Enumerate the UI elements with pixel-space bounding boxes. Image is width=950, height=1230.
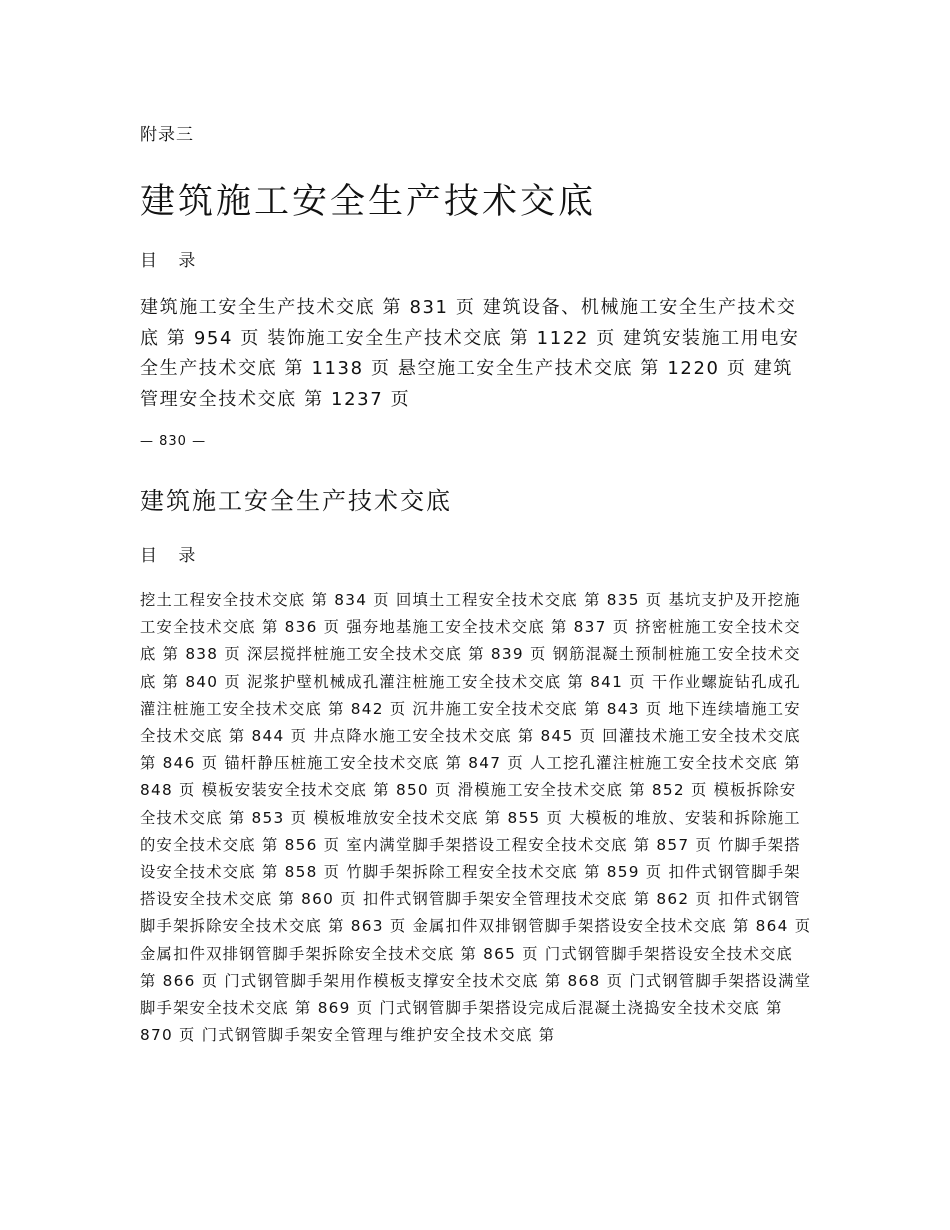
main-title: 建筑施工安全生产技术交底 (140, 182, 597, 222)
section-title: 建筑施工安全生产技术交底 (140, 487, 452, 515)
appendix-label: 附录三 (140, 125, 194, 145)
toc-heading-section: 目 录 (140, 546, 204, 566)
page-number: — 830 — (140, 434, 207, 449)
toc-paragraph-main: 建筑施工安全生产技术交底 第 831 页 建筑设备、机械施工安全生产技术交底 第 954 页 装饰施工安全生产技术交底 第 1122 页 建筑安装施工用电安全生产技术交底 第 1138 页 悬空施工安全生产技术交底 第 1220 页 建筑管理安全技术交底 第 1237 页 (140, 297, 800, 410)
toc-paragraph-section: 挖土工程安全技术交底 第 834 页 回填土工程安全技术交底 第 835 页 基坑支护及开挖施工安全技术交底 第 836 页 强夯地基施工安全技术交底 第 837 页 挤密桩施工安全技术交底 第 838 页 深层搅拌桩施工安全技术交底 第 839 页 钢筋混凝土预制桩施工安全技术交底 第 840 页 泥浆护壁机械成孔灌注桩施工安全技术交底 第 841 页 干作业螺旋钻孔成孔灌注桩施工安全技术交底 第 842 页 沉井施工安全技术交底 第 843 页 地下连续墙施工安全技术交底 第 844 页 井点降水施工安全技术交底 第 845 页 回灌技术施工安全技术交底 第 846 页 锚杆静压桩施工安全技术交底 第 847 页 人工挖孔灌注桩施工安全技术交底 第 848 页 模板安装安全技术交底 第 850 页 滑模施工安全技术交底 第 852 页 模板拆除安全技术交底 第 853 页 模板堆放安全技术交底 第 855 页 大模板的堆放、安装和拆除施工的安全技术交底 第 856 页 室内满堂脚手架搭设工程安全技术交底 第 857 页 竹脚手架搭设安全技术交底 第 858 页 竹脚手架拆除工程安全技术交底 第 859 页 扣件式钢管脚手架搭设安全技术交底 第 860 页 扣件式钢管脚手架安全管理技术交底 第 862 页 扣件式钢管脚手架拆除安全技术交底 第 863 页 金属扣件双排钢管脚手架搭设安全技术交底 第 864 页 金属扣件双排钢管脚手架拆除安全技术交底 第 865 页 门式钢管脚手架搭设安全技术交底 第 866 页 门式钢管脚手架用作模板支撑安全技术交底 第 868 页 门式钢管脚手架搭设满堂脚手架安全技术交底 第 869 页 门式钢管脚手架搭设完成后混凝土浇捣安全技术交底 第 870 页 门式钢管脚手架安全管理与维护安全技术交底 第 (140, 591, 812, 1045)
toc-heading: 目 录 (140, 251, 204, 271)
